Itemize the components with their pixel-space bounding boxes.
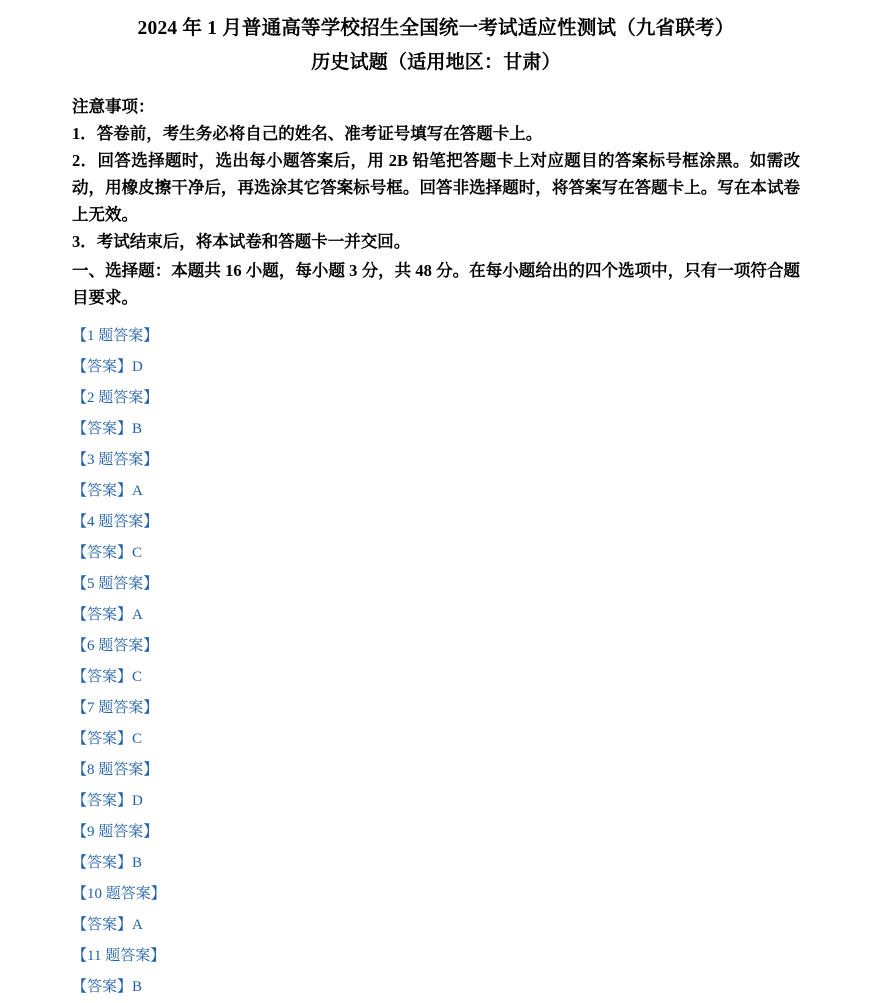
answer-question-label: 【11 题答案】 [72, 948, 166, 964]
answer-value-label: 【答案】B [72, 855, 143, 871]
answer-question-label: 【3 题答案】 [72, 452, 159, 468]
answer-value-label: 【答案】A [72, 607, 143, 623]
answer-value-label: 【答案】C [72, 669, 143, 685]
answer-value-label: 【答案】A [72, 917, 143, 933]
answer-value-label: 【答案】B [72, 421, 143, 437]
answer-question-label: 【4 题答案】 [72, 514, 159, 530]
notice-item-1: 1．答卷前，考生务必将自己的姓名、准考证号填写在答题卡上。 [72, 124, 543, 143]
answer-question-label: 【7 题答案】 [72, 700, 159, 716]
section-heading-multiple-choice: 一、选择题：本题共 16 小题，每小题 3 分，共 48 分。在每小题给出的四个选项中，只有一项符合题目要求。 [72, 261, 800, 307]
answer-question-label: 【8 题答案】 [72, 762, 159, 778]
notice-item-2: 2．回答选择题时，选出每小题答案后，用 2B 铅笔把答题卡上对应题目的答案标号框涂黑。如需改动，用橡皮擦干净后，再选涂其它答案标号框。回答非选择题时，将答案写在答题卡上。写在本试卷上无效。 [72, 151, 800, 224]
answer-question-label: 【9 题答案】 [72, 824, 159, 840]
notice-heading: 注意事项： [72, 97, 155, 116]
answer-question-label: 【10 题答案】 [72, 886, 166, 902]
answer-question-label: 【1 题答案】 [72, 328, 159, 344]
notice-item-3: 3．考试结束后，将本试卷和答题卡一并交回。 [72, 232, 411, 251]
answer-value-label: 【答案】C [72, 731, 143, 747]
answer-question-label: 【5 题答案】 [72, 576, 159, 592]
answer-value-label: 【答案】D [72, 359, 143, 375]
answer-value-label: 【答案】B [72, 979, 143, 995]
answer-value-label: 【答案】A [72, 483, 143, 499]
exam-title-line-1: 2024 年 1 月普通高等学校招生全国统一考试适应性测试（九省联考） [137, 18, 735, 39]
answer-value-label: 【答案】D [72, 793, 143, 809]
answer-question-label: 【2 题答案】 [72, 390, 159, 406]
answer-value-label: 【答案】C [72, 545, 143, 561]
answer-question-label: 【6 题答案】 [72, 638, 159, 654]
exam-title-line-2: 历史试题（适用地区：甘肃） [311, 52, 561, 73]
answer-list [72, 321, 800, 1003]
